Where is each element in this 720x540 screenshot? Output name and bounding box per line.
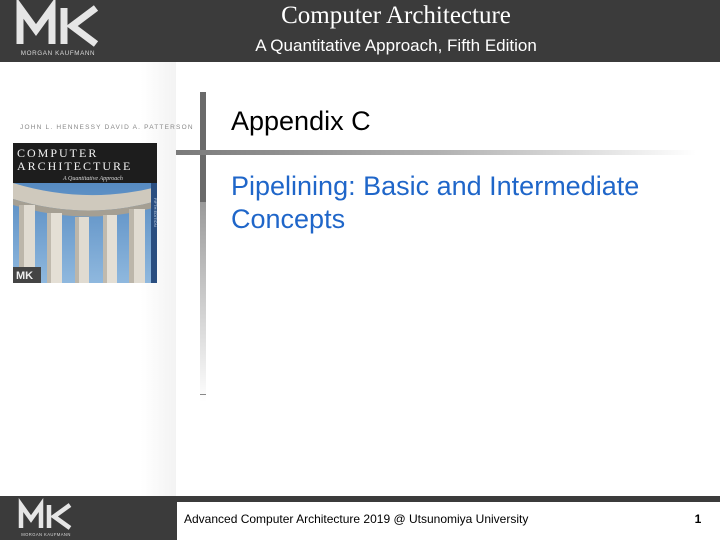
book-cover-publisher: MK	[16, 270, 34, 282]
book-authors: JOHN L. HENNESSY DAVID A. PATTERSON	[20, 124, 194, 131]
mk-logo-footer-caption: MORGAN KAUFMANN	[21, 532, 71, 537]
book-cover-spine: FIFTH EDITION	[153, 198, 158, 227]
decorative-vertical-line-fade	[200, 202, 206, 402]
header-subtitle: A Quantitative Approach, Fifth Edition	[255, 36, 537, 55]
decorative-horizontal-line	[176, 150, 696, 155]
book-cover-title-2: ARCHITECTURE	[17, 159, 133, 173]
chapter-title: Pipelining: Basic and Intermediate Concepts	[231, 171, 640, 234]
book-cover-subtitle: A Quantitative Approach	[63, 176, 123, 182]
mk-logo-caption: MORGAN KAUFMANN	[20, 50, 96, 57]
book-cover-image	[13, 143, 157, 283]
decorative-tick	[200, 394, 206, 395]
header-title: Computer Architecture	[281, 2, 511, 29]
appendix-label: Appendix C	[231, 106, 371, 136]
decorative-vertical-line	[200, 92, 206, 202]
book-cover-title-1: COMPUTER	[17, 146, 99, 160]
footer-text: Advanced Computer Architecture 2019 @ Utsunomiya University	[184, 512, 529, 526]
mk-logo-footer-icon	[18, 502, 74, 538]
page-number: 1	[694, 512, 702, 526]
